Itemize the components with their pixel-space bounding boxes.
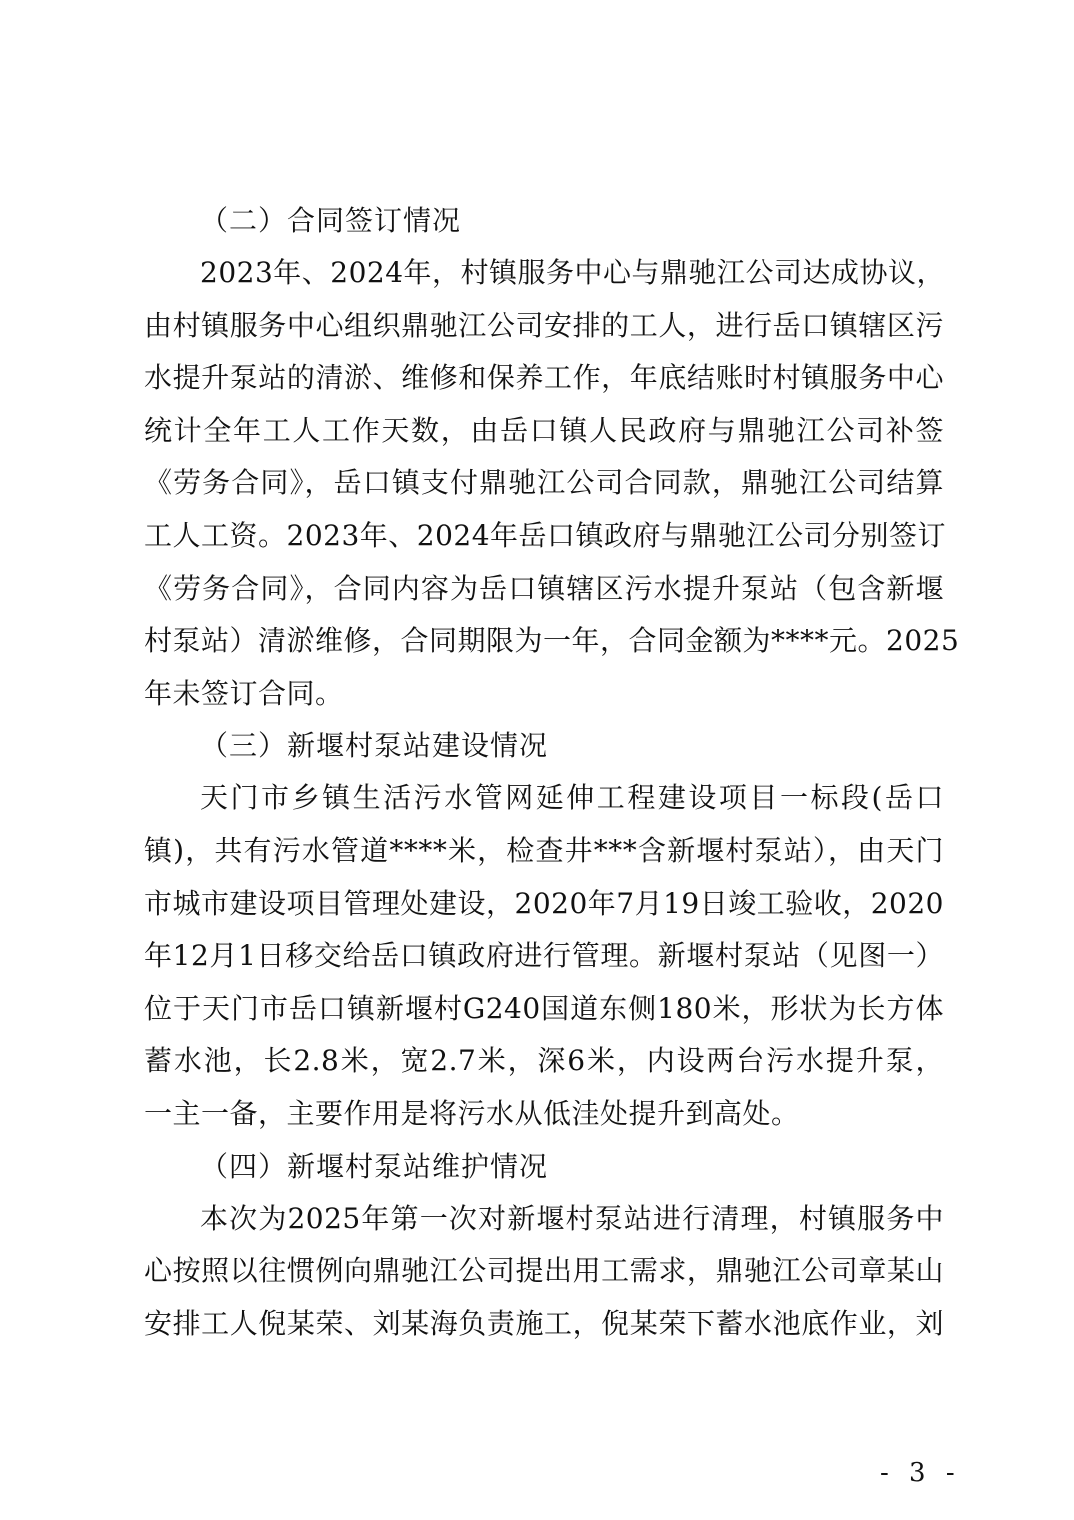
section-2-line: 2023年、2024年，村镇服务中心与鼎驰江公司达成协议， xyxy=(200,256,946,289)
section-2-line: 《劳务合同》，岳口镇支付鼎驰江公司合同款，鼎驰江公司结算 xyxy=(144,466,944,500)
section-3-line: 年12月1日移交给岳口镇政府进行管理。新堰村泵站（见图一） xyxy=(144,939,944,973)
section-3-line: 一主一备，主要作用是将污水从低洼处提升到高处。 xyxy=(144,1096,800,1130)
section-2-line: 水提升泵站的清淤、维修和保养工作，年底结账时村镇服务中心 xyxy=(144,361,944,395)
section-3-line: 市城市建设项目管理处建设，2020年7月19日竣工验收，2020 xyxy=(144,886,944,920)
section-3-line: 镇)，共有污水管道****米，检查井***含新堰村泵站），由天门 xyxy=(144,833,944,867)
section-3-line: 位于天门市岳口镇新堰村G240国道东侧180米，形状为长方体 xyxy=(144,991,944,1025)
section-2-heading: （二）合同签订情况 xyxy=(200,204,462,237)
section-3-heading: （三）新堰村泵站建设情况 xyxy=(200,729,549,763)
section-2-line: 村泵站）清淤维修，合同期限为一年，合同金额为****元。2025 xyxy=(144,624,960,658)
section-4-heading: （四）新堰村泵站维护情况 xyxy=(200,1149,549,1183)
document-body xyxy=(144,195,960,1350)
section-4-line: 安排工人倪某荣、刘某海负责施工，倪某荣下蓄水池底作业，刘 xyxy=(144,1306,944,1340)
section-2-line: 由村镇服务中心组织鼎驰江公司安排的工人，进行岳口镇辖区污 xyxy=(144,308,944,342)
section-2-line: 《劳务合同》，合同内容为岳口镇辖区污水提升泵站（包含新堰 xyxy=(144,571,944,605)
section-3-line: 蓄水池，长2.8米，宽2.7米，深6米，内设两台污水提升泵， xyxy=(144,1044,944,1078)
section-4-line: 心按照以往惯例向鼎驰江公司提出用工需求，鼎驰江公司章某山 xyxy=(144,1254,944,1288)
section-3-line: 天门市乡镇生活污水管网延伸工程建设项目一标段(岳口 xyxy=(200,781,944,815)
section-2-line: 年未签订合同。 xyxy=(144,676,344,710)
section-4-line: 本次为2025年第一次对新堰村泵站进行清理，村镇服务中 xyxy=(200,1201,944,1235)
section-2-line: 工人工资。2023年、2024年岳口镇政府与鼎驰江公司分别签订 xyxy=(144,518,947,552)
section-2-line: 统计全年工人工作天数，由岳口镇人民政府与鼎驰江公司补签 xyxy=(144,413,944,447)
page-number: - 3 - xyxy=(880,1458,961,1488)
